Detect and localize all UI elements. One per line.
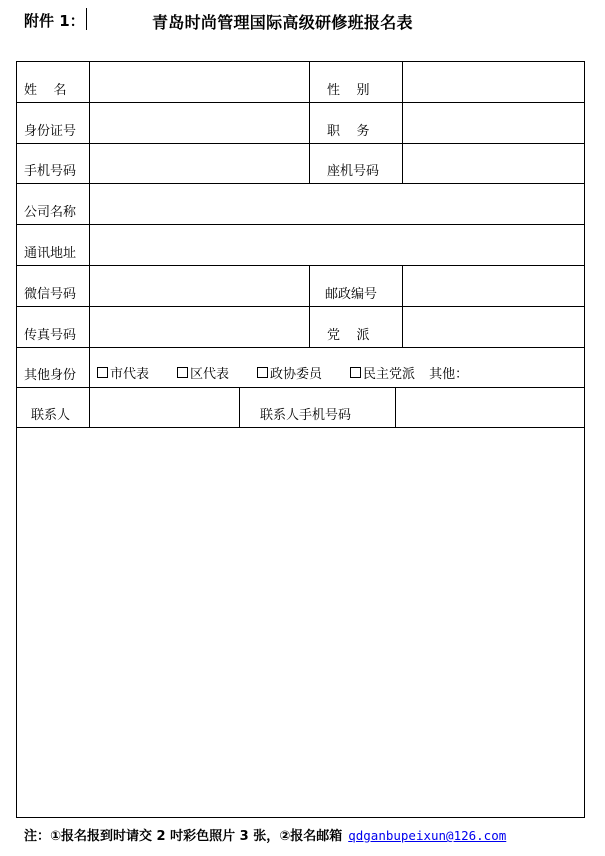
option-cppcc-member[interactable] xyxy=(257,363,322,382)
postcode-field[interactable] xyxy=(403,266,584,306)
option-district-representative[interactable] xyxy=(177,363,229,382)
row-other-identity xyxy=(17,348,584,388)
postcode-label-cell xyxy=(310,266,403,306)
row-fax xyxy=(17,307,584,348)
mobile-label-cell xyxy=(17,144,90,183)
mobile-field[interactable] xyxy=(90,144,310,183)
position-label-cell xyxy=(310,103,403,143)
row-contact xyxy=(17,388,584,428)
other-identity-label: 其他身份 xyxy=(24,368,77,383)
other-identity-label-cell xyxy=(17,348,90,387)
contact-label: 联系人 xyxy=(31,408,71,423)
identity-options xyxy=(97,363,468,382)
attachment-label: 附件 1： xyxy=(24,12,85,30)
gender-field[interactable] xyxy=(403,62,584,102)
wechat-label: 微信号码 xyxy=(24,287,77,302)
checkbox-icon[interactable] xyxy=(257,367,268,378)
page-title: 青岛时尚管理国际高级研修班报名表 xyxy=(152,13,413,32)
wechat-label-cell xyxy=(17,266,90,306)
postcode-label: 邮政编号 xyxy=(325,287,378,302)
address-label: 通讯地址 xyxy=(24,246,77,261)
option-label: 政协委员 xyxy=(270,367,323,382)
party-label-cell xyxy=(310,307,403,347)
contact-mobile-field[interactable] xyxy=(396,388,584,427)
landline-field[interactable] xyxy=(403,144,584,183)
contact-field[interactable] xyxy=(90,388,240,427)
landline-label-cell xyxy=(310,144,403,183)
row-company xyxy=(17,184,584,225)
option-city-representative[interactable] xyxy=(97,363,149,382)
gender-label: 性 别 xyxy=(327,83,370,98)
option-label: 民主党派 xyxy=(363,367,416,382)
other-label: 其他： xyxy=(429,367,469,382)
text-cursor xyxy=(86,8,87,30)
checkbox-icon[interactable] xyxy=(350,367,361,378)
option-label: 区代表 xyxy=(190,367,230,382)
contact-mobile-label: 联系人手机号码 xyxy=(260,408,352,423)
registration-form-table xyxy=(16,61,585,818)
company-label-cell xyxy=(17,184,90,224)
address-field[interactable] xyxy=(90,225,584,265)
header xyxy=(24,8,584,32)
company-field[interactable] xyxy=(90,184,584,224)
footer-note xyxy=(24,825,506,844)
contact-mobile-label-cell xyxy=(240,388,396,427)
name-field[interactable] xyxy=(90,62,310,102)
company-label: 公司名称 xyxy=(24,205,77,220)
row-mobile xyxy=(17,144,584,184)
footer-note-text: 注：①报名报到时请交 2 吋彩色照片 3 张，②报名邮箱 xyxy=(24,829,343,844)
wechat-field[interactable] xyxy=(90,266,310,306)
contact-label-cell xyxy=(17,388,90,427)
name-label: 姓 名 xyxy=(24,83,67,98)
party-label: 党 派 xyxy=(327,328,370,343)
fax-label-cell xyxy=(17,307,90,347)
option-label: 市代表 xyxy=(110,367,150,382)
fax-label: 传真号码 xyxy=(24,328,77,343)
fax-field[interactable] xyxy=(90,307,310,347)
gender-label-cell xyxy=(310,62,403,102)
id-label: 身份证号 xyxy=(24,124,77,139)
party-field[interactable] xyxy=(403,307,584,347)
position-field[interactable] xyxy=(403,103,584,143)
notes-area[interactable] xyxy=(17,428,584,817)
row-name xyxy=(17,62,584,103)
id-field[interactable] xyxy=(90,103,310,143)
option-democratic-party[interactable] xyxy=(350,363,415,382)
checkbox-icon[interactable] xyxy=(97,367,108,378)
row-address xyxy=(17,225,584,266)
position-label: 职 务 xyxy=(327,124,370,139)
name-label-cell xyxy=(17,62,90,102)
row-id xyxy=(17,103,584,144)
row-wechat xyxy=(17,266,584,307)
id-label-cell xyxy=(17,103,90,143)
address-label-cell xyxy=(17,225,90,265)
landline-label: 座机号码 xyxy=(327,164,380,179)
registration-email-link[interactable]: qdganbupeixun@126.com xyxy=(348,828,507,843)
checkbox-icon[interactable] xyxy=(177,367,188,378)
mobile-label: 手机号码 xyxy=(24,164,77,179)
